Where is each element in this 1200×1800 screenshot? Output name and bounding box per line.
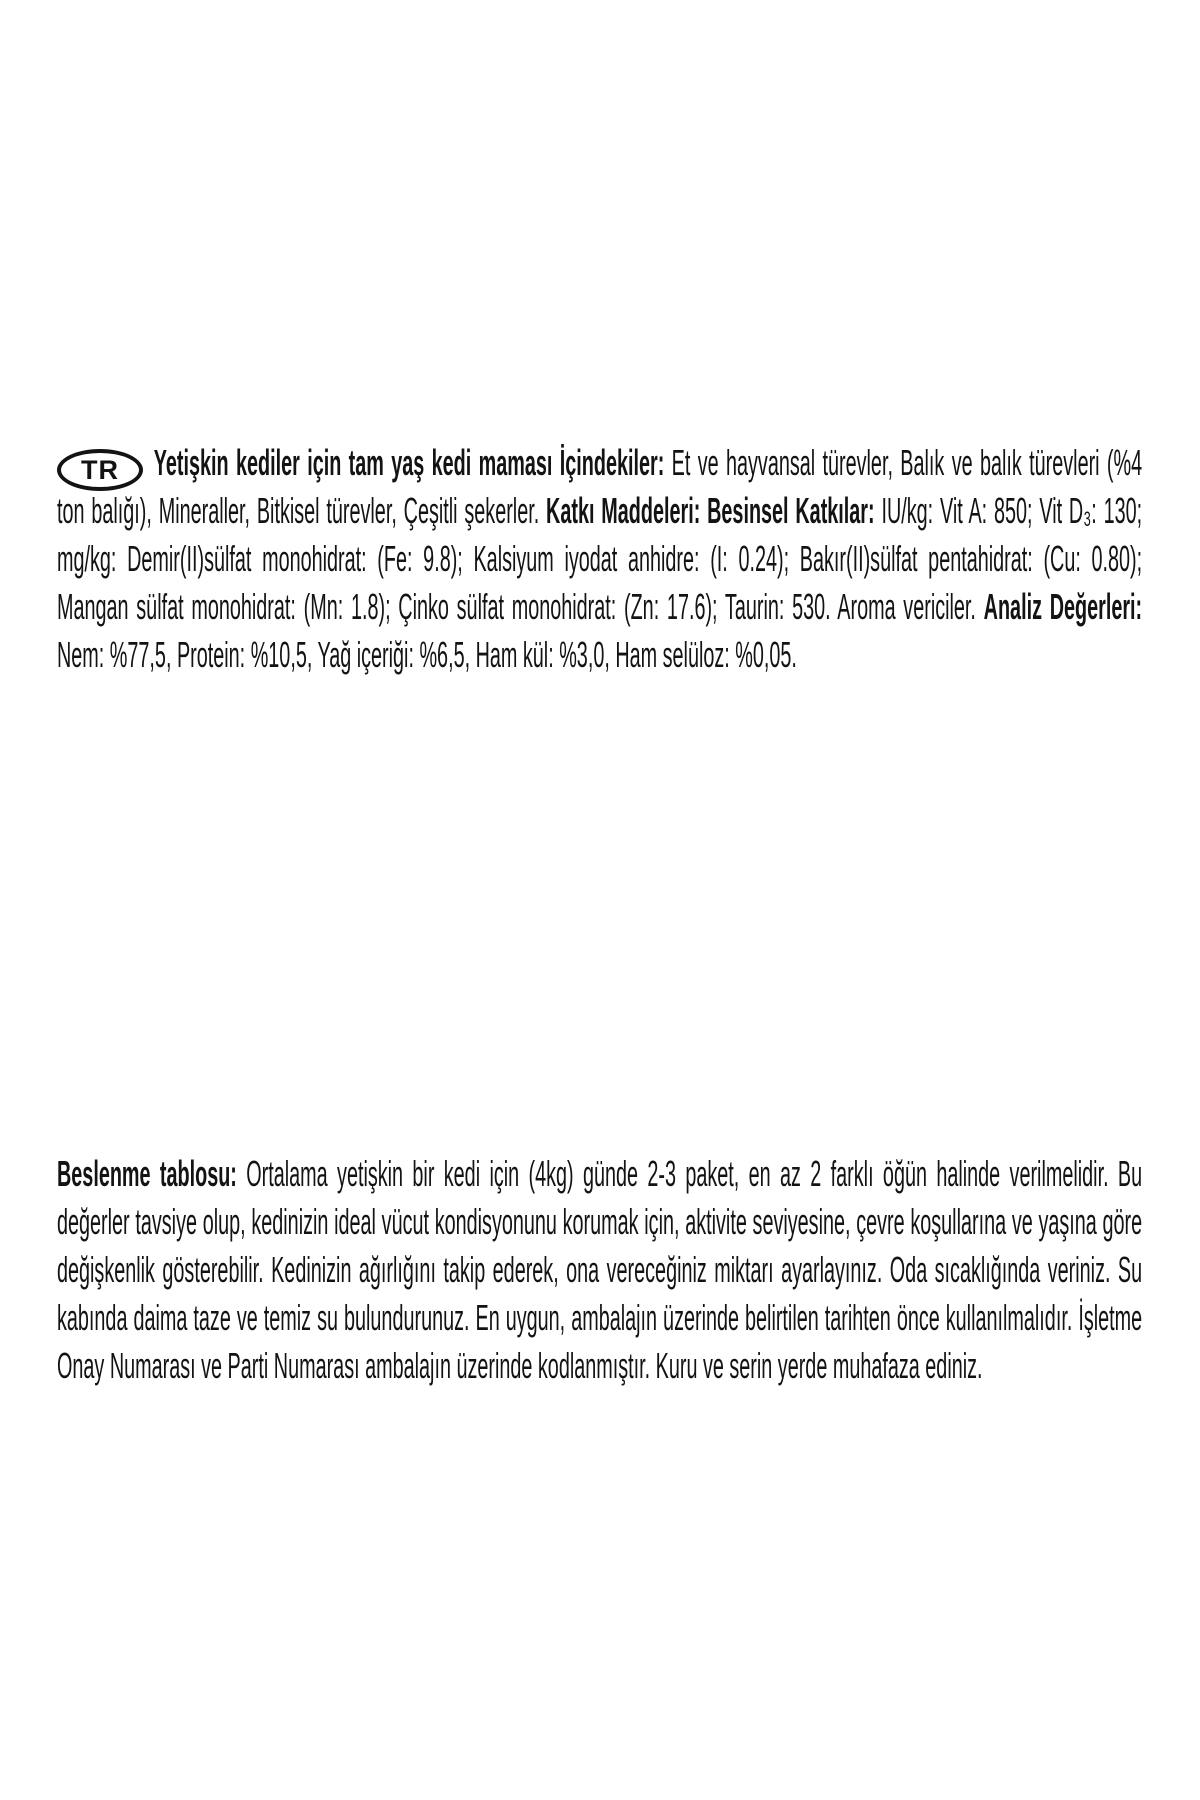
product-name: Yetişkin kediler için tam yaş kedi maması bbox=[153, 442, 553, 483]
analysis-label: Analiz Değerleri: bbox=[983, 586, 1143, 627]
contents-list: Et ve hayvansal türevler, Balık ve balık türevleri (%4 ton balığı), Mineraller, Bitkisel türevler, Çeşitli şekerler. bbox=[57, 442, 1143, 531]
tr-locale-badge: TR bbox=[57, 449, 143, 491]
additives-label: Katkı Maddeleri: Besinsel Katkılar: bbox=[546, 490, 875, 531]
feeding-table-label: Beslenme tablosu: bbox=[57, 1153, 237, 1194]
additives-list: IU/kg: Vit A: 850; Vit D₃: 130; mg/kg: Demir(II)sülfat monohidrat: (Fe: 9.8); Kalsiyum iyodat anhidre: (I: 0.24); Bakır(II)sülfat pentahidrat: (Cu: 0.80); Mangan sülfat monohidrat: (Mn: 1.8); Çinko sülfat monohidrat: (Zn: 17.6); Taurin: 530. Aroma vericiler. bbox=[57, 490, 1143, 627]
feeding-instructions: Ortalama yetişkin bir kedi için (4kg) günde 2-3 paket, en az 2 farklı öğün halinde verilmelidir. Bu değerler tavsiye olup, kedinizin ideal vücut kondisyonunu korumak için, aktivite seviyesine, çevre koşullarına ve yaşına göre değişkenlik gösterebilir. Kedinizin ağırlığını takip ederek, ona vereceğiniz miktarı ayarlayınız. Oda sıcaklığında veriniz. Su kabında daima taze ve temiz su bulundurunuz. En uygun, ambalajın üzerinde belirtilen tarihten önce kullanılmalıdır. İşletme Onay Numarası ve Parti Numarası ambalajın üzerinde kodlanmıştır. Kuru ve serin yerde muhafaza ediniz. bbox=[57, 1153, 1143, 1386]
contents-label: İçindekiler: bbox=[559, 442, 665, 483]
feeding-paragraph bbox=[57, 1150, 1142, 1390]
analysis-values: Nem: %77,5, Protein: %10,5, Yağ içeriği: %6,5, Ham kül: %3,0, Ham selüloz: %0,05. bbox=[57, 634, 797, 675]
ingredients-paragraph bbox=[57, 439, 1142, 679]
